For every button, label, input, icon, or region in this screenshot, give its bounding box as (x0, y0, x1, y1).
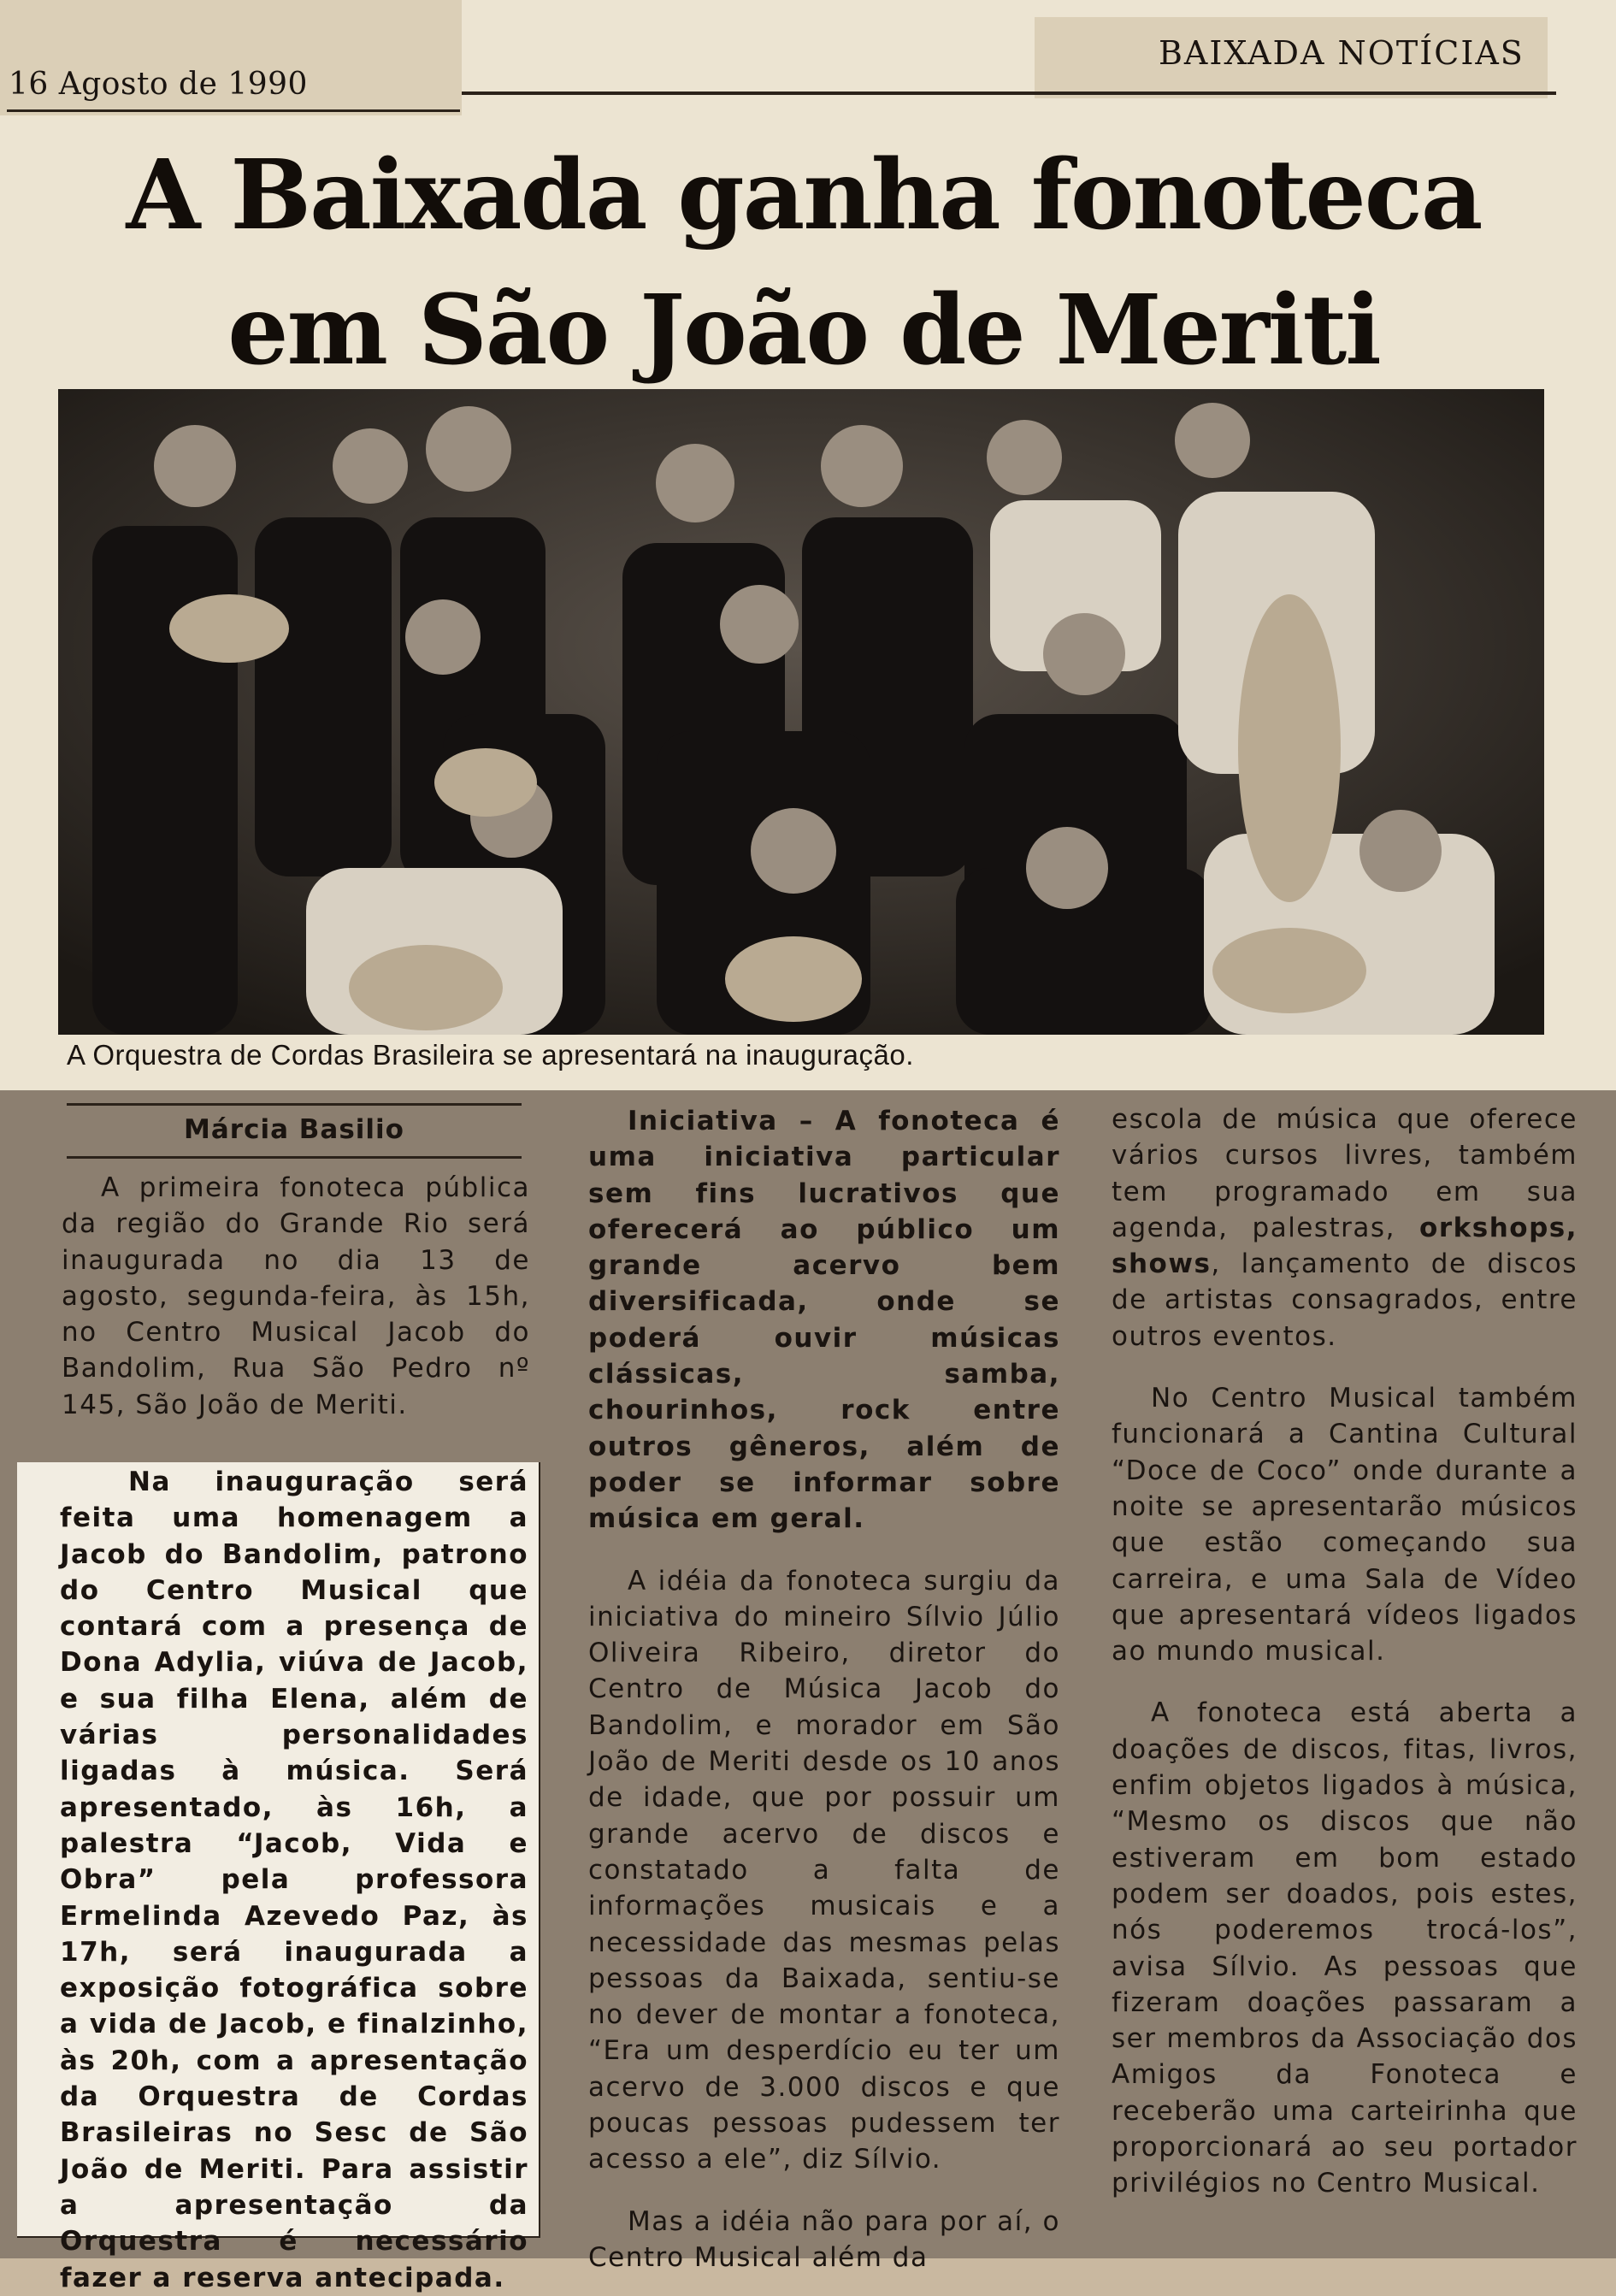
photo-illustration (58, 389, 1544, 1035)
divider (7, 109, 460, 112)
issue-date: 16 Agosto de 1990 (9, 67, 308, 102)
paragraph: Mas a idéia não para por aí, o Centro Musical além da (588, 2205, 1060, 2273)
paragraph: No Centro Musical também funcionará a Cantina Cultural “Doce de Coco” onde durante a noite se apresentarão músicos que estão começando sua carreira, e uma Sala de Vídeo que apresentará vídeos ligados ao mundo musical. (1112, 1383, 1578, 1667)
orchestra-photo (58, 389, 1544, 1035)
headline-line-1: A Baixada ganha fonoteca (126, 139, 1482, 251)
article-column-1 (62, 1170, 530, 1423)
newspaper-name: BAIXADA NOTÍCIAS (1159, 34, 1525, 72)
photo-caption: A Orquestra de Cordas Brasileira se apresentará na inauguração. (67, 1039, 914, 1071)
paragraph: A fonoteca está aberta a doações de discos, fitas, livros, enfim objetos ligados à música, “Mesmo os discos que não estiveram em bom estado podem ser doados, pois estes, nós poderemos trocá-los”, avisa Sílvio. As pessoas que fizeram doações passaram a ser membros da Associação dos Amigos da Fonoteca e receberão uma carteirinha que proporcionará ao seu portador privilégios no Centro Musical. (1112, 1697, 1578, 2199)
article-column-3 (1112, 1101, 1578, 2202)
paragraph: A primeira fonoteca pública da região do Grande Rio será inaugurada no dia 13 de agosto, segunda-feira, às 15h, no Centro Musical Jacob do Bandolim, Rua São Pedro nº 145, São João de Meriti. (62, 1172, 530, 1420)
divider (67, 1156, 522, 1159)
paragraph: A idéia da fonoteca surgiu da iniciativa do mineiro Sílvio Júlio Oliveira Ribeiro, diretor do Centro de Música Jacob do Bandolim, e morador em São João de Meriti desde os 10 anos de idade, que por possuir um grande acervo de discos e constatado a falta de informações musicais e a necessidade das mesmas pelas pessoas da Baixada, sentiu-se no dever de montar a fonoteca, “Era um desperdício eu ter um acervo de 3.000 discos e que poucas pessoas pudessem ter acesso a ele”, diz Sílvio. (588, 1565, 1060, 2175)
paragraph-bold-text: orkshops, shows (1112, 1212, 1578, 1280)
paragraph-text: , lançamento de discos de artistas consagrados, entre outros eventos. (1112, 1248, 1578, 1352)
article-column-2 (588, 1103, 1060, 2275)
paragraph (1112, 1101, 1578, 1355)
paragraph: Na inauguração será feita uma homenagem a Jacob do Bandolim, patrono do Centro Musical que contará com a presença de Dona Adylia, viúva de Jacob, e sua filha Elena, além de várias personalidades ligadas à música. Será apresentado, às 16h, a palestra “Jacob, Vida e Obra” pela professora Ermelinda Azevedo Paz, às 17h, será inaugurada a exposição fotográfica sobre a vida de Jacob, e finalzinho, às 20h, com a apresentação da Orquestra de Cordas Brasileiras no Sesc de São João de Meriti. Para assistir a apresentação da Orquestra é necessário fazer a reserva antecipada. (60, 1467, 528, 2293)
paragraph-text: escola de música que oferece vários cursos livres, também tem programado em sua agenda, palestras, (1112, 1104, 1578, 1243)
divider (462, 91, 1556, 95)
headline (51, 128, 1556, 398)
divider (67, 1103, 522, 1106)
highlighted-paragraph-container (60, 1464, 528, 2296)
paragraph: Iniciativa – A fonoteca é uma iniciativa particular sem fins lucrativos que oferecerá ao público um grande acervo bem diversificada, onde se poderá ouvir músicas clássicas, samba, chourinhos, rock entre outros gêneros, além de poder se informar sobre música em geral. (588, 1106, 1060, 1535)
headline-line-2: em São João de Meriti (227, 274, 1380, 387)
byline: Márcia Basilio (184, 1114, 404, 1145)
